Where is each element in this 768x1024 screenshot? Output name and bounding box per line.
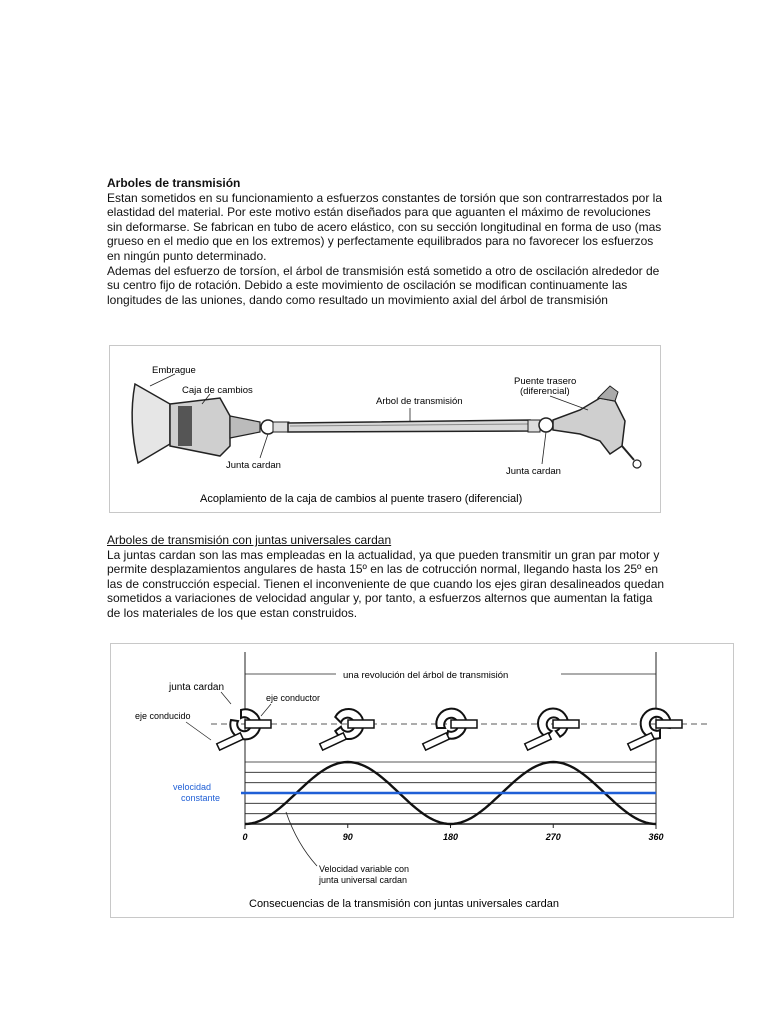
driven-shaft	[320, 733, 347, 750]
differential-top	[598, 386, 618, 401]
slip-yoke-left	[273, 422, 289, 432]
label-eje-conductor: eje conductor	[266, 693, 321, 703]
axle-stub	[622, 446, 634, 460]
label-arbol: Arbol de transmisión	[376, 396, 463, 407]
x-tick-label: 90	[342, 832, 353, 842]
label-puente-trasero: Puente trasero	[514, 376, 577, 387]
driving-shaft	[656, 720, 682, 728]
cardan-joint-sequence	[217, 702, 682, 750]
axle-end	[633, 460, 641, 468]
label-diferencial: (diferencial)	[520, 386, 570, 397]
cardan-joint	[423, 709, 477, 751]
section-title: Arboles de transmisión con juntas universales cardan	[107, 533, 392, 547]
driven-shaft	[525, 733, 552, 750]
driving-shaft	[451, 720, 477, 728]
rear-axle-differential	[553, 398, 625, 454]
leader-conducido	[186, 722, 211, 740]
driveshaft-diagram	[110, 346, 660, 512]
x-tick-label: 360	[648, 832, 664, 842]
gearbox-output	[230, 416, 260, 438]
driven-shaft	[423, 733, 450, 750]
leader-puente	[550, 396, 588, 410]
label-junta-cardan-right: Junta cardan	[506, 466, 561, 477]
cardan-joint	[320, 703, 374, 750]
section-cardan-joints	[107, 533, 667, 621]
section-transmission-shafts	[107, 176, 667, 307]
clutch-bell	[132, 384, 170, 463]
velocity-chart	[241, 762, 664, 842]
leader-junta-left	[260, 434, 268, 458]
driving-shaft	[553, 720, 579, 728]
cardan-velocity-figure	[110, 643, 734, 918]
paragraph: Estan sometidos en su funcionamiento a esfuerzos constantes de torsión que son contrarrestados por la elastidad del material. Por este motivo están diseñados para que aguanten el máximo de revoluciones sin deformarse. Se fabrican en tubo de acero elástico, con su sección longitudinal en forma de uso (mas grueso en el medio que en los extremos) y perfectamente equilibrados para no favorecer los esfuerzos en ningún punto determinado.	[107, 190, 662, 263]
x-tick-label: 0	[242, 832, 248, 842]
gearbox-shade	[178, 406, 192, 446]
label-caja-de-cambios: Caja de cambios	[182, 385, 253, 396]
cardan-joint	[525, 702, 579, 750]
x-tick-label: 270	[545, 832, 561, 842]
leader-junta-right	[542, 432, 546, 464]
driving-shaft	[348, 720, 374, 728]
paragraph: Ademas del esfuerzo de torsíon, el árbol de transmisión está sometido a otro de oscilación alrededor de su centro fijo de rotación. Debido a este movimiento de oscilación se modifican continuamente las longitudes de las uniones, dando como resultado un movimiento axial del árbol de transmisión	[107, 263, 660, 307]
label-embrague: Embrague	[152, 365, 196, 376]
label-velocidad-variable-2: junta universal cardan	[319, 875, 408, 885]
label-revolucion: una revolución del árbol de transmisión	[343, 670, 509, 681]
label-eje-conducido: eje conducido	[135, 711, 191, 721]
label-velocidad-constante-1: velocidad	[173, 782, 212, 792]
cardan-joint-right	[539, 418, 553, 432]
driven-shaft	[628, 733, 655, 750]
section-title: Arboles de transmisión	[107, 176, 241, 190]
figure-caption: Consecuencias de la transmisión con juntas universales cardan	[249, 898, 560, 910]
x-tick-label: 180	[442, 832, 459, 842]
leader-junta	[221, 692, 231, 704]
driveshaft-figure	[109, 345, 661, 513]
label-junta-cardan: junta cardan	[169, 682, 225, 693]
leader-conductor	[261, 704, 271, 716]
driving-shaft	[245, 720, 271, 728]
leader-velocidad-variable	[286, 812, 317, 866]
cardan-velocity-diagram	[111, 644, 733, 917]
cardan-joint	[628, 709, 682, 751]
label-velocidad-constante-2: constante	[181, 793, 221, 803]
driven-shaft	[217, 733, 244, 750]
figure-caption: Acoplamiento de la caja de cambios al puente trasero (diferencial)	[200, 493, 523, 505]
paragraph: La juntas cardan son las mas empleadas en la actualidad, ya que pueden transmitir un gran par motor y permite desplazamientos angulares de hasta 15º en las de cotrucción normal, llegando hasta los 25º en las de construcción especial. Tienen el inconveniente de que cuando los ejes giran desalineados quedan sometidos a variaciones de velocidad angular y, por tanto, a esfuerzos alternos que aumentan la fatiga de los materiales de los que estan construidos.	[107, 547, 665, 620]
label-junta-cardan-left: Junta cardan	[226, 460, 281, 471]
cardan-joint	[217, 709, 271, 750]
slip-yoke-right	[528, 420, 540, 432]
label-velocidad-variable-1: Velocidad variable con	[319, 864, 410, 874]
